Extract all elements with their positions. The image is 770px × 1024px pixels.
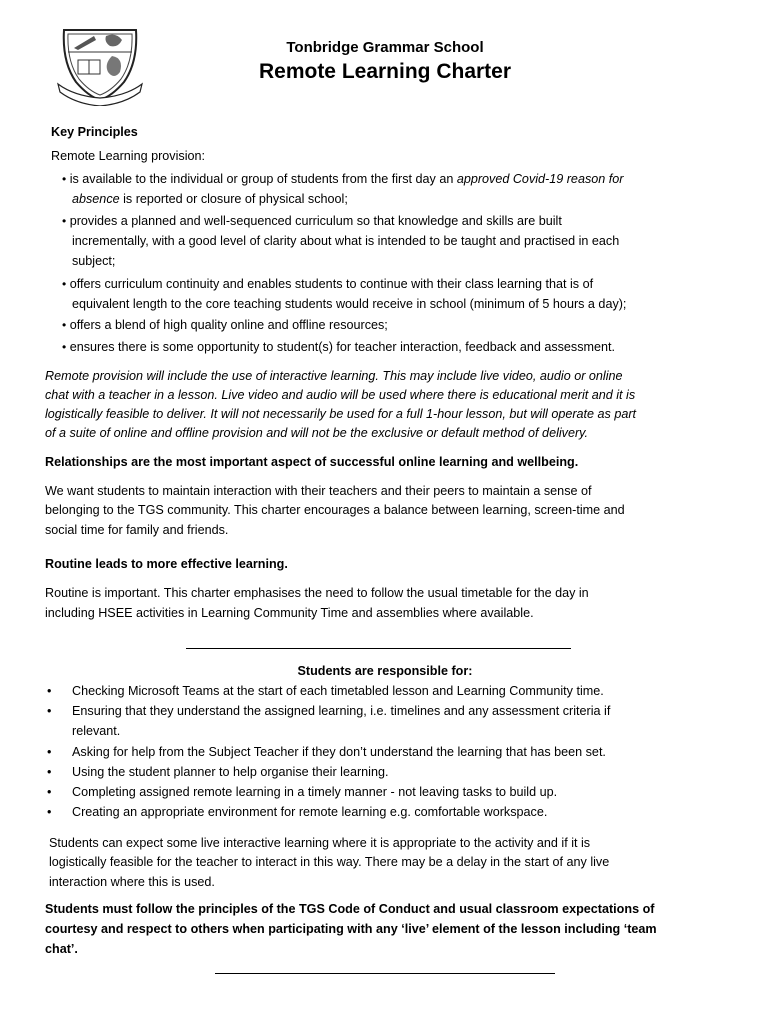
conduct-line: chat’. (45, 942, 78, 956)
responsibility-item: Checking Microsoft Teams at the start of each timetabled lesson and Learning Community time. (72, 684, 604, 698)
bullet-mark: • (62, 318, 67, 332)
relationships-line: We want students to maintain interaction with their teachers and their peers to maintain a sense of (45, 484, 592, 498)
responsibility-item: Using the student planner to help organise their learning. (72, 765, 389, 779)
principle-continuation: equivalent length to the core teaching students would receive in school (minimum of 5 hours a day); (72, 297, 627, 311)
remote-provision-line: chat with a teacher in a lesson. Live video and audio will be used where there is educational merit and it is (45, 388, 636, 402)
principle-bullet (62, 211, 562, 231)
principle-bullet (62, 169, 623, 189)
principle-continuation: subject; (72, 254, 116, 268)
principle-text: offers a blend of high quality online and offline resources; (69, 318, 388, 332)
relationships-line: belonging to the TGS community. This charter encourages a balance between learning, screen-time and (45, 503, 625, 517)
key-principles-intro: Remote Learning provision: (51, 149, 206, 163)
principle-continuation (72, 189, 348, 209)
bullet-mark: • (47, 704, 52, 718)
bullet-mark: • (62, 172, 67, 186)
principle-continuation: incrementally, with a good level of clarity about what is intended to be taught and practised in each (72, 234, 620, 248)
conduct-line: courtesy and respect to others when participating with any ‘live’ element of the lesson including ‘team (45, 922, 657, 936)
key-principles-heading: Key Principles (51, 125, 138, 139)
responsibility-item-continuation: relevant. (72, 724, 121, 738)
expectation-line: interaction where this is used. (49, 875, 215, 889)
principle-text: is reported or closure of physical school; (119, 192, 348, 206)
relationships-line: social time for family and friends. (45, 523, 229, 537)
principle-bullet (62, 274, 593, 294)
principle-text: is available to the individual or group of students from the first day an (66, 172, 457, 186)
remote-provision-line: of a suite of online and offline provision and will not be the exclusive or default method of delivery. (45, 426, 589, 440)
responsibility-item: Asking for help from the Subject Teacher if they don’t understand the learning that has been set. (72, 745, 606, 759)
routine-line: Routine is important. This charter emphasises the need to follow the usual timetable for the day in (45, 586, 589, 600)
responsibility-item: Creating an appropriate environment for remote learning e.g. comfortable workspace. (72, 805, 548, 819)
principle-text: ensures there is some opportunity to student(s) for teacher interaction, feedback and assessment. (69, 340, 616, 354)
principle-bullet (62, 337, 615, 357)
section-divider (186, 648, 571, 649)
students-heading: Students are responsible for: (297, 664, 473, 678)
bullet-mark: • (62, 277, 67, 291)
school-name: Tonbridge Grammar School (286, 39, 484, 56)
principle-bullet (62, 315, 388, 335)
responsibility-item: Ensuring that they understand the assigned learning, i.e. timelines and any assessment criteria if (72, 704, 611, 718)
bullet-mark: • (47, 684, 52, 698)
routine-heading: Routine leads to more effective learning. (45, 557, 288, 571)
page-title: Remote Learning Charter (258, 60, 512, 83)
bullet-mark: • (47, 745, 52, 759)
bullet-mark: • (47, 765, 52, 779)
responsibility-item: Completing assigned remote learning in a timely manner - not leaving tasks to build up. (72, 785, 558, 799)
footer-divider (215, 973, 555, 974)
expectation-line: logistically feasible for the teacher to interact in this way. There may be a delay in the start of any live (49, 855, 610, 869)
relationships-heading: Relationships are the most important aspect of successful online learning and wellbeing. (45, 455, 579, 469)
routine-line: including HSEE activities in Learning Community Time and assemblies where available. (45, 606, 534, 620)
principle-text-italic: absence (72, 192, 120, 206)
bullet-mark: • (47, 785, 52, 799)
remote-provision-line: Remote provision will include the use of interactive learning. This may include live video, audio or online (45, 369, 623, 383)
conduct-line: Students must follow the principles of the TGS Code of Conduct and usual classroom expectations of (45, 902, 655, 916)
bullet-mark: • (62, 340, 67, 354)
remote-provision-line: logistically feasible to deliver. It will not necessarily be used for a full 1-hour lesson, but will operate as part (45, 407, 637, 421)
principle-text-italic: approved Covid-19 reason for (456, 172, 624, 186)
bullet-mark: • (47, 805, 52, 819)
principle-text: provides a planned and well-sequenced curriculum so that knowledge and skills are built (69, 214, 562, 228)
bullet-mark: • (62, 214, 67, 228)
principle-text: offers curriculum continuity and enables students to continue with their class learning that is of (69, 277, 594, 291)
expectation-line: Students can expect some live interactive learning where it is appropriate to the activity and if it is (49, 836, 591, 850)
